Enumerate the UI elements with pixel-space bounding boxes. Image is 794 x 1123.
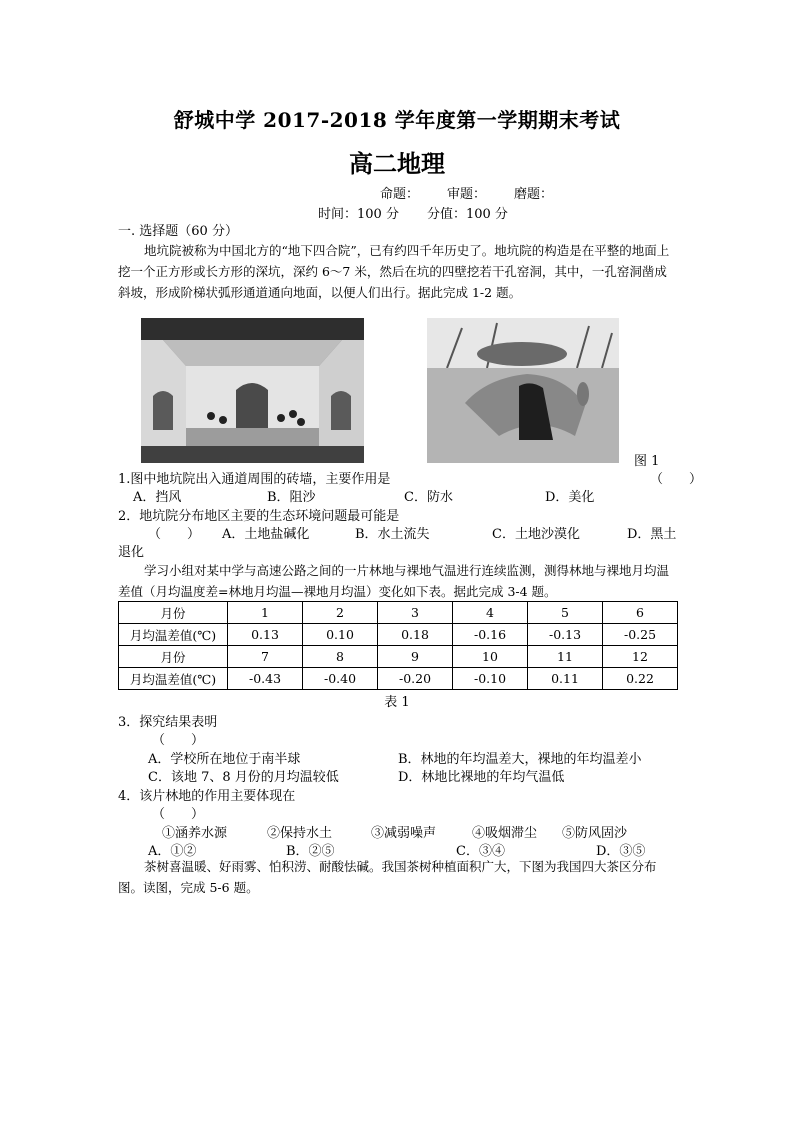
q4-stem: 4．该片林地的作用主要体现在 (118, 789, 296, 804)
courtyard-photo (141, 318, 364, 463)
q4-option-b: B．②⑤ (286, 844, 335, 859)
intro-q3-4: 学习小组对某中学与高速公路之间的一片林地与裸地气温进行连续监测，测得林地与裸地月均温差值（月均温度差=林地月均温—裸地月均温）变化如下表。据此完成 3-4 题。 (118, 563, 670, 599)
q2-bracket: （ ） (148, 527, 201, 542)
q4-option-d: D．③⑤ (596, 844, 646, 859)
q2-option-a: A．土地盐碱化 (222, 527, 310, 542)
table-row (119, 624, 678, 646)
q4-item-3: ③减弱噪声 (371, 826, 437, 841)
q1-option-d: D．美化 (545, 490, 595, 505)
subject-title: 高二地理 (349, 149, 445, 178)
q1-bracket: （ ） (650, 472, 703, 487)
table-cell: 9 (378, 646, 453, 668)
table-cell: 5 (528, 602, 603, 624)
q3-stem: 3．探究结果表明 (118, 715, 218, 730)
table-cell: 4 (453, 602, 528, 624)
section-heading: 一. 选择题（60 分） (118, 224, 238, 239)
q2-option-c: C．土地沙漠化 (492, 527, 580, 542)
table-cell: 0.13 (228, 624, 303, 646)
intro-q5-6: 茶树喜温暖、好雨雾、怕积涝、耐酸怯碱。我国茶树种植面积广大，下图为我国四大茶区分布图。读图，完成 5-6 题。 (118, 859, 657, 895)
table-header-cell: 月均温差值(℃) (119, 668, 228, 690)
time-score-line (318, 203, 536, 222)
intro-q1-2: 地坑院被称为中国北方的“地下四合院”，已有约四千年历史了。地坑院的构造是在平整的地面上挖一个正方形或长方形的深坑，深约 6～7 米，然后在坑的四壁挖若干孔窑洞，其中，一孔窑洞凿成斜坡，形成阶梯状弧形通道通向地面，以便人们出行。据此完成 1-2 题。 (118, 243, 670, 300)
q2-stem: 2．地坑院分布地区主要的生态环境问题最可能是 (118, 509, 400, 524)
table-cell: 0.22 (603, 668, 678, 690)
q3-option-c: C．该地 7、8 月份的月均温较低 (148, 770, 339, 785)
table-cell: 7 (228, 646, 303, 668)
table-cell: 8 (303, 646, 378, 668)
table-cell: 11 (528, 646, 603, 668)
q3-option-b: B．林地的年均温差大，裸地的年均温差小 (398, 752, 642, 767)
table-cell: 0.10 (303, 624, 378, 646)
table-row (119, 668, 678, 690)
table-cell: 3 (378, 602, 453, 624)
setter-label: 命题： (380, 187, 420, 202)
q3-bracket: （ ） (152, 733, 205, 748)
polisher-label: 磨题： (514, 187, 554, 202)
q3-option-d: D．林地比裸地的年均气温低 (398, 770, 565, 785)
q2-option-d-wrap: 退化 (118, 545, 145, 560)
entrance-photo (427, 318, 619, 463)
table-cell: 6 (603, 602, 678, 624)
table-cell: 1 (228, 602, 303, 624)
table-cell: -0.40 (303, 668, 378, 690)
q4-item-2: ②保持水土 (267, 826, 333, 841)
table-cell: 0.18 (378, 624, 453, 646)
table-header-cell: 月份 (119, 602, 228, 624)
table-cell: 2 (303, 602, 378, 624)
q2-option-d: D．黑土 (627, 527, 677, 542)
table-cell: 12 (603, 646, 678, 668)
temperature-difference-table (118, 601, 678, 690)
table-cell: -0.25 (603, 624, 678, 646)
table-header-cell: 月份 (119, 646, 228, 668)
q4-item-1: ①涵养水源 (162, 826, 228, 841)
figure-caption: 图 1 (634, 454, 660, 469)
q4-option-a: A．①② (148, 844, 197, 859)
table-cell: -0.13 (528, 624, 603, 646)
q1-stem: 1.图中地坑院出入通道周围的砖墙，主要作用是 (118, 472, 391, 487)
table-cell: 10 (453, 646, 528, 668)
q1-option-a: A．挡风 (133, 490, 182, 505)
table-row (119, 646, 678, 668)
exam-time: 时间：100 分 (318, 207, 399, 222)
table-cell: -0.16 (453, 624, 528, 646)
table-cell: -0.20 (378, 668, 453, 690)
table-cell: -0.10 (453, 668, 528, 690)
table-caption: 表 1 (384, 695, 410, 710)
exam-title: 舒城中学 2017-2018 学年度第一学期期末考试 (173, 108, 621, 132)
q2-option-b: B．水土流失 (355, 527, 430, 542)
q4-item-4: ④吸烟滞尘 (472, 826, 538, 841)
exam-score: 分值：100 分 (426, 207, 508, 222)
table-header-cell: 月均温差值(℃) (119, 624, 228, 646)
table-cell: 0.11 (528, 668, 603, 690)
q1-option-c: C．防水 (404, 490, 453, 505)
table-cell: -0.43 (228, 668, 303, 690)
q4-bracket: （ ） (152, 807, 205, 822)
q1-option-b: B．阻沙 (267, 490, 316, 505)
author-line (380, 183, 581, 202)
reviewer-label: 审题： (447, 187, 487, 202)
table-row (119, 602, 678, 624)
q4-item-5: ⑤防风固沙 (562, 826, 628, 841)
q4-option-c: C．③④ (456, 844, 505, 859)
q3-option-a: A．学校所在地位于南半球 (148, 752, 301, 767)
